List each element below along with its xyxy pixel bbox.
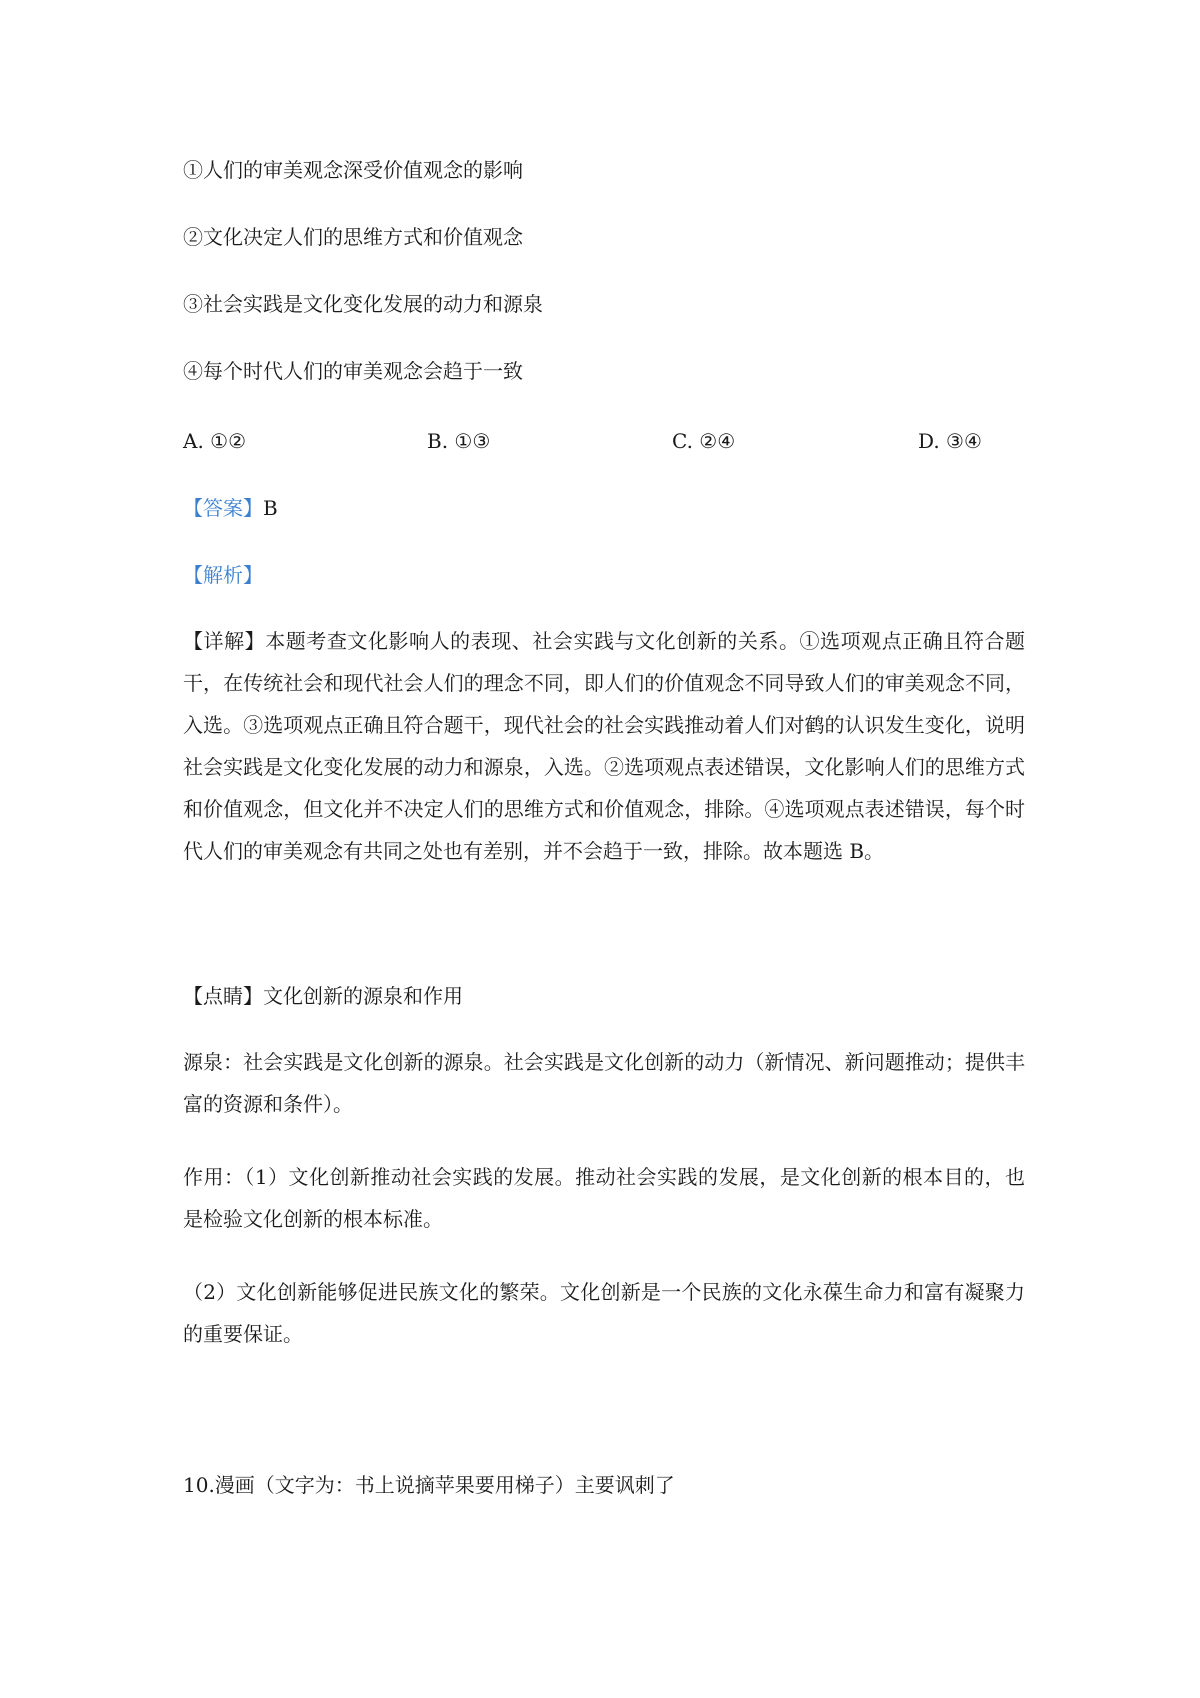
answer-value: B xyxy=(263,496,278,520)
statement-1: ①人们的审美观念深受价值观念的影响 xyxy=(183,158,523,182)
source-paragraph: 源泉：社会实践是文化创新的源泉。社会实践是文化创新的动力（新情况、新问题推动；提供丰富的资源和条件）。 xyxy=(183,1050,1025,1116)
option-a: A. ①② xyxy=(183,429,247,453)
answer-tag: 【答案】 xyxy=(183,496,263,520)
role-2-paragraph: （2）文化创新能够促进民族文化的繁荣。文化创新是一个民族的文化永葆生命力和富有凝聚力的重要保证。 xyxy=(183,1280,1025,1346)
role-1-paragraph: 作用：（1）文化创新推动社会实践的发展。推动社会实践的发展，是文化创新的根本目的，也是检验文化创新的根本标准。 xyxy=(183,1165,1025,1231)
pointer-heading: 【点睛】文化创新的源泉和作用 xyxy=(183,984,463,1008)
statement-3: ③社会实践是文化变化发展的动力和源泉 xyxy=(183,292,543,316)
statement-2: ②文化决定人们的思维方式和价值观念 xyxy=(183,225,523,249)
statement-4: ④每个时代人们的审美观念会趋于一致 xyxy=(183,359,523,383)
analysis-tag: 【解析】 xyxy=(183,563,263,587)
answer-line xyxy=(183,494,1023,522)
option-b: B. ①③ xyxy=(427,429,491,453)
answer-options xyxy=(0,427,1200,455)
option-d: D. ③④ xyxy=(918,429,982,453)
detail-paragraph: 【详解】本题考查文化影响人的表现、社会实践与文化创新的关系。①选项观点正确且符合题干，在传统社会和现代社会人们的理念不同，即人们的价值观念不同导致人们的审美观念不同，入选。③选项观点正确且符合题干，现代社会的社会实践推动着人们对鹤的认识发生变化，说明社会实践是文化变化发展的动力和源泉，入选。②选项观点表述错误，文化影响人们的思维方式和价值观念，但文化并不决定人们的思维方式和价值观念，排除。④选项观点表述错误，每个时代人们的审美观念有共同之处也有差别，并不会趋于一致，排除。故本题选 B。 xyxy=(183,629,1025,863)
option-c: C. ②④ xyxy=(672,429,736,453)
question-10: 10.漫画（文字为：书上说摘苹果要用梯子）主要讽刺了 xyxy=(183,1473,675,1497)
